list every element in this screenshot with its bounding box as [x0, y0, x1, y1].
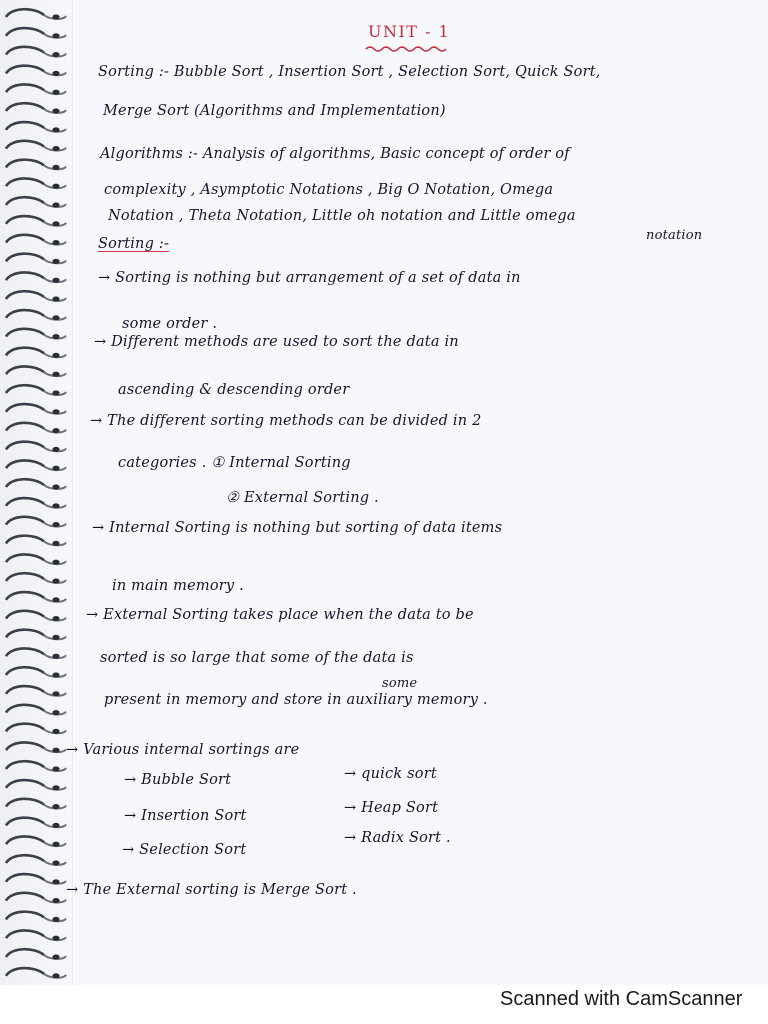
line-3: Algorithms :- Analysis of algorithms, Basic concept of order of [100, 146, 570, 162]
line-18: present in memory and store in auxiliary memory . [104, 692, 488, 708]
spiral-coil [6, 536, 66, 546]
line-17: sorted is so large that some of the data is [100, 650, 414, 666]
spiral-coil [6, 160, 66, 170]
camscanner-watermark: Scanned with CamScanner [500, 988, 743, 1010]
line-13: ② External Sorting . [226, 490, 379, 506]
spiral-coil [6, 630, 66, 640]
spiral-coil [6, 818, 66, 828]
spiral-coil [6, 799, 66, 809]
spiral-coil [6, 329, 66, 339]
list-heap-sort: → Heap Sort [344, 800, 439, 816]
list-insertion-sort: → Insertion Sort [124, 808, 247, 824]
line-14: → Internal Sorting is nothing but sorting of data items [92, 520, 503, 536]
spiral-coil [6, 611, 66, 621]
line-5-notation: notation [646, 228, 703, 243]
line-5: Notation , Theta Notation, Little oh notation and Little omega [108, 208, 576, 224]
spiral-coil [6, 84, 66, 94]
spiral-coil [6, 554, 66, 564]
line-19: → Various internal sortings are [66, 742, 300, 758]
spiral-coil [6, 724, 66, 734]
spiral-coil [6, 216, 66, 226]
spiral-coil [6, 235, 66, 245]
spiral-coil [6, 498, 66, 508]
spiral-coil [6, 366, 66, 376]
line-10: ascending & descending order [118, 382, 350, 398]
spiral-coil [6, 761, 66, 771]
title-wavy-underline [364, 44, 454, 54]
list-bubble-sort: → Bubble Sort [124, 772, 232, 788]
spiral-coil [6, 573, 66, 583]
margin-line [72, 0, 73, 985]
heading-sorting: Sorting :- [98, 236, 170, 252]
list-selection-sort: → Selection Sort [122, 842, 247, 858]
spiral-coil [6, 28, 66, 38]
line-9: → Different methods are used to sort the data in [94, 334, 459, 350]
spiral-coil [6, 912, 66, 922]
spiral-coil [6, 705, 66, 715]
spiral-coil [6, 9, 66, 19]
spiral-coil [6, 103, 66, 113]
line-4: complexity , Asymptotic Notations , Big O Notation, Omega [104, 182, 554, 198]
spiral-coil [6, 291, 66, 301]
spiral-coil [6, 479, 66, 489]
list-radix-sort: → Radix Sort . [344, 830, 451, 846]
spiral-coil [6, 141, 66, 151]
line-1: Sorting :- Bubble Sort , Insertion Sort , Selection Sort, Quick Sort, [98, 64, 601, 80]
spiral-coil [6, 254, 66, 264]
spiral-coil [6, 178, 66, 188]
spiral-coil [6, 517, 66, 527]
page-title: UNIT - 1 [368, 22, 451, 41]
spiral-coil [6, 968, 66, 978]
spiral-coil [6, 197, 66, 207]
line-16: → External Sorting takes place when the data to be [86, 607, 474, 623]
spiral-coils-icon [0, 0, 72, 985]
spiral-coil [6, 855, 66, 865]
line-12: categories . ① Internal Sorting [118, 455, 351, 471]
spiral-coil [6, 592, 66, 602]
spiral-coil [6, 949, 66, 959]
list-quick-sort: → quick sort [344, 766, 437, 782]
spiral-coil [6, 122, 66, 132]
line-15: in main memory . [112, 578, 244, 594]
spiral-coil [6, 686, 66, 696]
spiral-coil [6, 460, 66, 470]
line-18-caret-some: some [382, 676, 418, 691]
spiral-coil [6, 836, 66, 846]
spiral-coil [6, 385, 66, 395]
spiral-coil [6, 648, 66, 658]
spiral-coil [6, 930, 66, 940]
spiral-coil [6, 348, 66, 358]
line-23: → The External sorting is Merge Sort . [66, 882, 357, 898]
spiral-coil [6, 742, 66, 752]
spiral-binding [0, 0, 72, 985]
spiral-coil [6, 47, 66, 57]
spiral-coil [6, 66, 66, 76]
spiral-coil [6, 404, 66, 414]
line-11: → The different sorting methods can be divided in 2 [90, 413, 482, 429]
line-2: Merge Sort (Algorithms and Implementation) [103, 103, 446, 119]
line-7: → Sorting is nothing but arrangement of a set of data in [98, 270, 521, 286]
spiral-coil [6, 423, 66, 433]
spiral-coil [6, 442, 66, 452]
spiral-coil [6, 874, 66, 884]
spiral-coil [6, 780, 66, 790]
line-8: some order . [122, 316, 218, 332]
spiral-coil [6, 893, 66, 903]
spiral-coil [6, 310, 66, 320]
spiral-coil [6, 667, 66, 677]
spiral-coil [6, 272, 66, 282]
